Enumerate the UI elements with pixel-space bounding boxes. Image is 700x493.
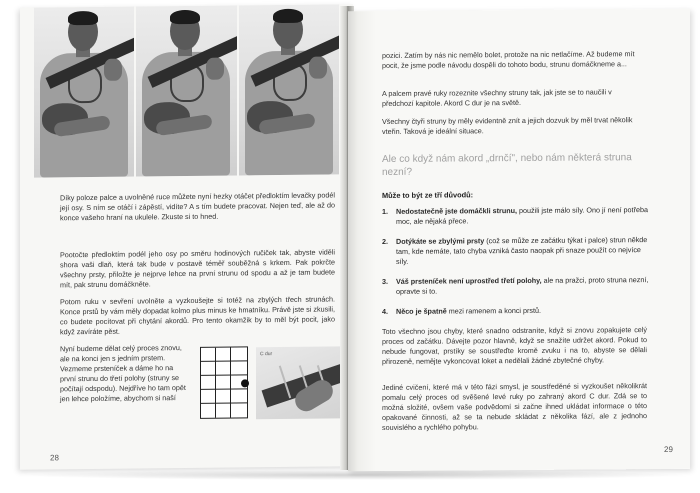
right-paragraph-1: pozici. Zatím by nás nic nemělo bolet, protože na nic netlačíme. Až budeme mít pocit, že jsme podle návodu dospěli do tohoto bodu, strunu domáčkneme a... [382, 49, 635, 70]
page-number-right: 29 [664, 444, 673, 454]
chord-photo-label: C dur [260, 351, 273, 358]
chord-finger-dot [241, 379, 249, 387]
reason-number: 1. [382, 206, 388, 216]
chord-diagram [200, 346, 248, 419]
reason-item [382, 235, 652, 267]
photo-1 [34, 7, 134, 178]
left-paragraph-2: Pootočte předloktím podél jeho osy po směru hodinových ručiček tak, abyste viděli shora vaši dlaň, která tak bude v postavě téměř souběžná s krkem. Pak pokrčte všechny prsty, přiložte je nejprve lehce na první strunu od spodu a až je tam budete mít, pak strunu domáčkněte. [60, 247, 335, 290]
chord-photo [256, 346, 340, 419]
left-paragraph-4: Nyní budeme dělat celý proces znovu, ale na konci jen s jedním prstem. Vezmeme prsteníček a dáme ho na první strunu do třetí polohy (struny se počítají odspodu). Nejdříve ho tam opět jen lehce položíme, abychom si naší [60, 343, 186, 404]
reason-number: 3. [382, 276, 388, 286]
reason-item [382, 205, 652, 227]
reason-strong: Něco je špatně [396, 306, 447, 316]
right-paragraph-3: Všechny čtyři struny by měly evidentně znít a jejich dozvuk by měl trvat několik vteřin. Taková je ideální situace. [382, 115, 633, 136]
reason-item [382, 275, 652, 297]
page-number-left: 28 [50, 453, 59, 463]
reason-rest: mezi ramenem a konci prstů. [446, 305, 542, 316]
left-page [20, 4, 353, 469]
reasons-list [382, 205, 652, 327]
book-shadow [18, 470, 690, 480]
left-paragraph-1: Díky poloze palce a uvolněné ruce můžete nyní hezky otáčet předloktím levačky podél její osy. S ním se otáčí i zápěstí, vidíte? A s tím budete pracovat. Nejen teď, ale až do konce vašeho hraní na ukulele. Zkuste si to hned. [60, 190, 335, 223]
reasons-heading: Může to být ze tří důvodů: [382, 190, 474, 200]
reason-strong: Nedostatečně jste domáčkli strunu, [396, 206, 518, 216]
reason-rest: (což se může ze začátku týkat i palce) strun někde tam, kde nemáte, tato chyba vzniká často naopak při snaze použít co nejvíce síly. [396, 235, 648, 266]
left-paragraph-3: Potom ruku v sevření uvolněte a vyzkoušejte si totéž na zbylých třech strunách. Konce prstů by vám měly dopadat kolmo plus minus ke hmatníku. Právě jste si zkusili, co budete pocítovat při chytání akordů. Pro tento okamžik by to měl být pocit, jako když zavíráte pěst. [60, 294, 335, 337]
reason-item [382, 305, 652, 317]
reason-number: 4. [382, 306, 388, 316]
right-page [348, 9, 690, 471]
reason-strong: Váš prsteníček není uprostřed třetí polohy, [396, 275, 542, 286]
reason-rest: ale na pražci, proto struna nezní, opravte si to. [396, 275, 649, 296]
photo-strip [34, 4, 339, 177]
reason-strong: Dotýkáte se zbylými prsty [396, 236, 485, 246]
right-paragraph-2: A palcem pravé ruky rozeznite všechny struny tak, jak jste se to naučili v předchozí kapitole. Akord C dur je na světě. [382, 87, 612, 108]
reason-number: 2. [382, 236, 388, 246]
section-subheading: Ale co když nám akord „drnčí", nebo nám některá struna nezní? [382, 152, 632, 178]
right-paragraph-4: Toto všechno jsou chyby, které snadno odstraníte, když si znovu zopakujete celý proces od začátku. Dávejte pozor hlavně, když se snažíte udržet akord. Pokud to nebude fungovat, prstíky se soustřeďte kromě zvuku i na to, abyste se dělali přirozeně, nemějte vykoncovat loket a nedělali žádné zbytečné chyby. [382, 325, 647, 366]
right-paragraph-5: Jediné cvičení, které má v této fázi smysl, je soustředěné si vyzkoušet několikrát pomalu celý proces od svěšené levé ruky po zahraný akord C dur. Zdá se to možná složité, ovšem vaše podvědomí si začne ihned ukládat informace o této opakované činnosti, až se ta nebude skládat z několika fází, ale z jednoho souvislého a rychlého pohybu. [382, 381, 647, 432]
photo-3 [239, 4, 339, 175]
reason-rest: použili jste málo síly. Ono jí není potřeba moc, ale nějaká přece. [396, 205, 648, 226]
photo-2 [136, 5, 236, 176]
